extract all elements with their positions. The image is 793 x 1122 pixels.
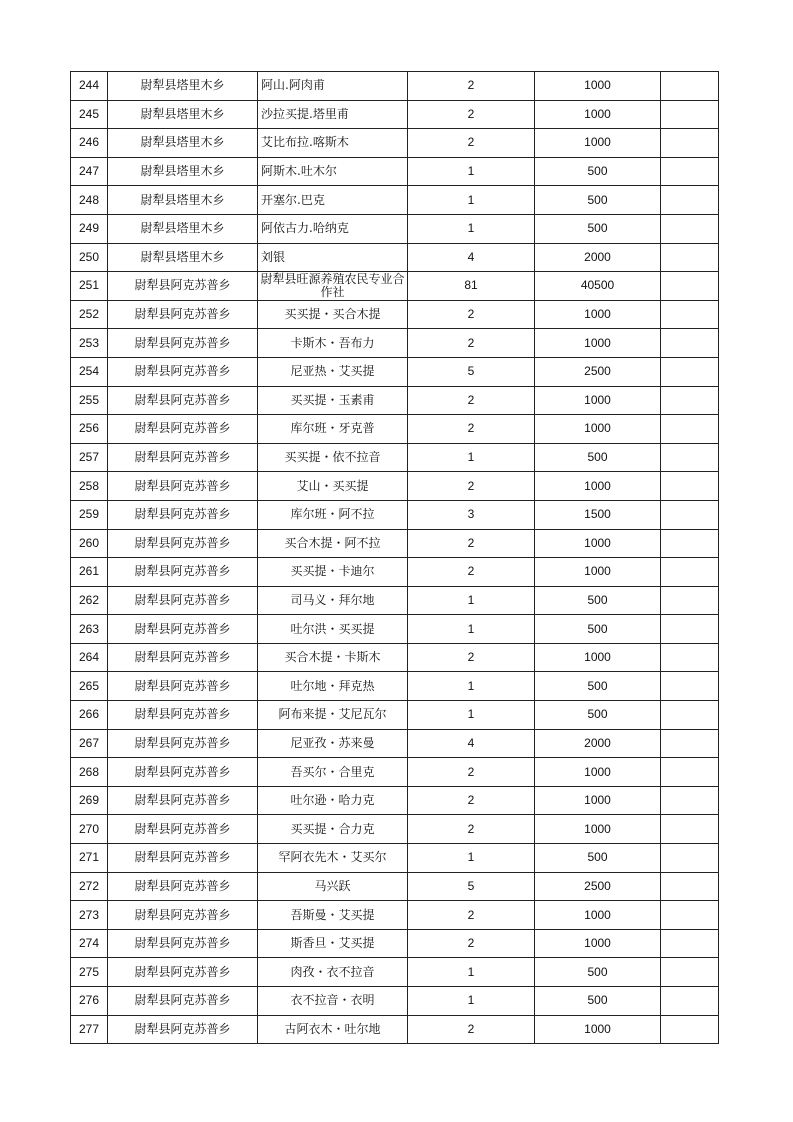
amount-cell: 2000 (535, 729, 661, 758)
amount-cell: 500 (535, 672, 661, 701)
row-number-cell: 248 (71, 186, 108, 215)
quantity-cell: 2 (408, 415, 535, 444)
remark-cell (661, 701, 719, 730)
amount-cell: 500 (535, 701, 661, 730)
row-number-cell: 246 (71, 129, 108, 158)
recipient-name-cell: 斯香旦・艾买提 (258, 929, 408, 958)
table-row (71, 615, 719, 644)
table-row (71, 729, 719, 758)
remark-cell (661, 615, 719, 644)
amount-cell: 2000 (535, 243, 661, 272)
table-row (71, 758, 719, 787)
row-number-cell: 274 (71, 929, 108, 958)
township-cell: 尉犁县阿克苏普乡 (108, 701, 258, 730)
row-number-cell: 247 (71, 157, 108, 186)
amount-cell: 500 (535, 958, 661, 987)
recipient-name-cell: 衣不拉音・衣明 (258, 987, 408, 1016)
township-cell: 尉犁县阿克苏普乡 (108, 901, 258, 930)
amount-cell: 1000 (535, 643, 661, 672)
township-cell: 尉犁县阿克苏普乡 (108, 500, 258, 529)
row-number-cell: 272 (71, 872, 108, 901)
row-number-cell: 273 (71, 901, 108, 930)
quantity-cell: 2 (408, 72, 535, 101)
table-row (71, 357, 719, 386)
recipient-name-cell: 尼亚孜・苏来曼 (258, 729, 408, 758)
recipient-name-cell: 刘银 (258, 243, 408, 272)
remark-cell (661, 529, 719, 558)
quantity-cell: 81 (408, 272, 535, 301)
township-cell: 尉犁县阿克苏普乡 (108, 329, 258, 358)
amount-cell: 1000 (535, 72, 661, 101)
amount-cell: 500 (535, 987, 661, 1016)
remark-cell (661, 758, 719, 787)
row-number-cell: 264 (71, 643, 108, 672)
recipient-name-cell: 吐尔逊・哈力克 (258, 786, 408, 815)
table-row (71, 243, 719, 272)
amount-cell: 2500 (535, 872, 661, 901)
row-number-cell: 252 (71, 300, 108, 329)
remark-cell (661, 729, 719, 758)
recipient-name-cell: 卡斯木・吾布力 (258, 329, 408, 358)
amount-cell: 1000 (535, 472, 661, 501)
recipient-name-cell: 古阿衣木・吐尔地 (258, 1015, 408, 1044)
quantity-cell: 2 (408, 472, 535, 501)
table-row (71, 529, 719, 558)
recipient-name-cell: 买买提・依不拉音 (258, 443, 408, 472)
row-number-cell: 260 (71, 529, 108, 558)
row-number-cell: 276 (71, 987, 108, 1016)
quantity-cell: 5 (408, 872, 535, 901)
remark-cell (661, 415, 719, 444)
township-cell: 尉犁县阿克苏普乡 (108, 672, 258, 701)
remark-cell (661, 500, 719, 529)
row-number-cell: 262 (71, 586, 108, 615)
remark-cell (661, 901, 719, 930)
quantity-cell: 2 (408, 929, 535, 958)
remark-cell (661, 558, 719, 587)
recipient-name-cell: 罕阿衣先木・艾买尔 (258, 844, 408, 873)
township-cell: 尉犁县阿克苏普乡 (108, 758, 258, 787)
quantity-cell: 3 (408, 500, 535, 529)
amount-cell: 1000 (535, 300, 661, 329)
township-cell: 尉犁县阿克苏普乡 (108, 958, 258, 987)
recipient-name-cell: 艾比布拉.喀斯木 (258, 129, 408, 158)
amount-cell: 1000 (535, 558, 661, 587)
table-row (71, 586, 719, 615)
remark-cell (661, 100, 719, 129)
remark-cell (661, 243, 719, 272)
table-row (71, 901, 719, 930)
recipient-name-cell: 阿山.阿肉甫 (258, 72, 408, 101)
amount-cell: 2500 (535, 357, 661, 386)
table-row (71, 186, 719, 215)
row-number-cell: 258 (71, 472, 108, 501)
row-number-cell: 249 (71, 214, 108, 243)
table-row (71, 443, 719, 472)
quantity-cell: 1 (408, 987, 535, 1016)
recipient-name-cell: 买合木提・阿不拉 (258, 529, 408, 558)
quantity-cell: 1 (408, 186, 535, 215)
remark-cell (661, 214, 719, 243)
amount-cell: 500 (535, 214, 661, 243)
table-row (71, 643, 719, 672)
township-cell: 尉犁县阿克苏普乡 (108, 844, 258, 873)
row-number-cell: 265 (71, 672, 108, 701)
quantity-cell: 2 (408, 100, 535, 129)
quantity-cell: 1 (408, 615, 535, 644)
remark-cell (661, 472, 719, 501)
row-number-cell: 267 (71, 729, 108, 758)
remark-cell (661, 386, 719, 415)
table-row (71, 844, 719, 873)
recipient-name-cell: 库尔班・牙克普 (258, 415, 408, 444)
township-cell: 尉犁县阿克苏普乡 (108, 443, 258, 472)
quantity-cell: 2 (408, 1015, 535, 1044)
table-row (71, 672, 719, 701)
recipient-name-cell: 买买提・合力克 (258, 815, 408, 844)
row-number-cell: 257 (71, 443, 108, 472)
quantity-cell: 1 (408, 157, 535, 186)
table-row (71, 500, 719, 529)
amount-cell: 1000 (535, 529, 661, 558)
remark-cell (661, 357, 719, 386)
amount-cell: 1000 (535, 415, 661, 444)
quantity-cell: 2 (408, 300, 535, 329)
recipient-name-cell: 买买提・玉素甫 (258, 386, 408, 415)
table-row (71, 701, 719, 730)
row-number-cell: 261 (71, 558, 108, 587)
recipient-name-cell: 买买提・买合木提 (258, 300, 408, 329)
quantity-cell: 4 (408, 243, 535, 272)
table-row (71, 929, 719, 958)
amount-cell: 1000 (535, 815, 661, 844)
table-row (71, 214, 719, 243)
row-number-cell: 275 (71, 958, 108, 987)
remark-cell (661, 186, 719, 215)
township-cell: 尉犁县阿克苏普乡 (108, 300, 258, 329)
table-row (71, 272, 719, 301)
recipient-name-cell: 肉孜・衣不拉音 (258, 958, 408, 987)
quantity-cell: 2 (408, 386, 535, 415)
remark-cell (661, 672, 719, 701)
table-row (71, 872, 719, 901)
township-cell: 尉犁县阿克苏普乡 (108, 1015, 258, 1044)
amount-cell: 1000 (535, 129, 661, 158)
quantity-cell: 2 (408, 815, 535, 844)
recipient-name-cell: 吐尔地・拜克热 (258, 672, 408, 701)
township-cell: 尉犁县阿克苏普乡 (108, 786, 258, 815)
quantity-cell: 4 (408, 729, 535, 758)
row-number-cell: 250 (71, 243, 108, 272)
township-cell: 尉犁县阿克苏普乡 (108, 929, 258, 958)
recipient-name-cell: 吾买尔・合里克 (258, 758, 408, 787)
township-cell: 尉犁县阿克苏普乡 (108, 643, 258, 672)
quantity-cell: 1 (408, 586, 535, 615)
amount-cell: 1000 (535, 901, 661, 930)
row-number-cell: 263 (71, 615, 108, 644)
amount-cell: 1000 (535, 758, 661, 787)
table-row (71, 72, 719, 101)
quantity-cell: 2 (408, 643, 535, 672)
amount-cell: 500 (535, 586, 661, 615)
quantity-cell: 1 (408, 443, 535, 472)
quantity-cell: 2 (408, 901, 535, 930)
recipient-name-cell: 阿依古力.哈纳克 (258, 214, 408, 243)
remark-cell (661, 586, 719, 615)
township-cell: 尉犁县塔里木乡 (108, 100, 258, 129)
table-body (71, 72, 719, 1044)
row-number-cell: 269 (71, 786, 108, 815)
recipient-name-cell: 沙拉买提.塔里甫 (258, 100, 408, 129)
township-cell: 尉犁县阿克苏普乡 (108, 615, 258, 644)
township-cell: 尉犁县阿克苏普乡 (108, 386, 258, 415)
quantity-cell: 1 (408, 672, 535, 701)
subsidy-table (70, 71, 719, 1044)
amount-cell: 1000 (535, 786, 661, 815)
remark-cell (661, 844, 719, 873)
quantity-cell: 2 (408, 529, 535, 558)
quantity-cell: 1 (408, 844, 535, 873)
remark-cell (661, 300, 719, 329)
remark-cell (661, 443, 719, 472)
recipient-name-cell: 阿斯木.吐木尔 (258, 157, 408, 186)
remark-cell (661, 157, 719, 186)
remark-cell (661, 987, 719, 1016)
quantity-cell: 2 (408, 758, 535, 787)
table-row (71, 386, 719, 415)
township-cell: 尉犁县阿克苏普乡 (108, 872, 258, 901)
table-row (71, 157, 719, 186)
amount-cell: 500 (535, 615, 661, 644)
recipient-name-cell: 尉犁县旺源养殖农民专业合作社 (258, 272, 408, 301)
remark-cell (661, 929, 719, 958)
township-cell: 尉犁县阿克苏普乡 (108, 815, 258, 844)
table-row (71, 472, 719, 501)
township-cell: 尉犁县阿克苏普乡 (108, 357, 258, 386)
recipient-name-cell: 阿布来提・艾尼瓦尔 (258, 701, 408, 730)
recipient-name-cell: 买买提・卡迪尔 (258, 558, 408, 587)
remark-cell (661, 72, 719, 101)
row-number-cell: 268 (71, 758, 108, 787)
township-cell: 尉犁县塔里木乡 (108, 186, 258, 215)
row-number-cell: 245 (71, 100, 108, 129)
table-row (71, 786, 719, 815)
table-row (71, 415, 719, 444)
amount-cell: 1500 (535, 500, 661, 529)
amount-cell: 40500 (535, 272, 661, 301)
row-number-cell: 255 (71, 386, 108, 415)
row-number-cell: 266 (71, 701, 108, 730)
table-row (71, 958, 719, 987)
recipient-name-cell: 艾山・买买提 (258, 472, 408, 501)
recipient-name-cell: 买合木提・卡斯木 (258, 643, 408, 672)
row-number-cell: 251 (71, 272, 108, 301)
township-cell: 尉犁县塔里木乡 (108, 243, 258, 272)
amount-cell: 500 (535, 844, 661, 873)
amount-cell: 500 (535, 186, 661, 215)
recipient-name-cell: 司马义・拜尔地 (258, 586, 408, 615)
township-cell: 尉犁县塔里木乡 (108, 129, 258, 158)
quantity-cell: 1 (408, 701, 535, 730)
quantity-cell: 1 (408, 214, 535, 243)
table-row (71, 1015, 719, 1044)
recipient-name-cell: 开塞尔.巴克 (258, 186, 408, 215)
township-cell: 尉犁县塔里木乡 (108, 72, 258, 101)
table-row (71, 300, 719, 329)
township-cell: 尉犁县塔里木乡 (108, 157, 258, 186)
quantity-cell: 1 (408, 958, 535, 987)
table-row (71, 129, 719, 158)
township-cell: 尉犁县阿克苏普乡 (108, 529, 258, 558)
amount-cell: 500 (535, 157, 661, 186)
township-cell: 尉犁县阿克苏普乡 (108, 472, 258, 501)
recipient-name-cell: 马兴跃 (258, 872, 408, 901)
remark-cell (661, 786, 719, 815)
quantity-cell: 2 (408, 786, 535, 815)
quantity-cell: 5 (408, 357, 535, 386)
row-number-cell: 270 (71, 815, 108, 844)
row-number-cell: 259 (71, 500, 108, 529)
row-number-cell: 244 (71, 72, 108, 101)
recipient-name-cell: 库尔班・阿不拉 (258, 500, 408, 529)
table-row (71, 815, 719, 844)
row-number-cell: 253 (71, 329, 108, 358)
row-number-cell: 254 (71, 357, 108, 386)
amount-cell: 1000 (535, 929, 661, 958)
amount-cell: 1000 (535, 386, 661, 415)
remark-cell (661, 1015, 719, 1044)
amount-cell: 500 (535, 443, 661, 472)
quantity-cell: 2 (408, 129, 535, 158)
township-cell: 尉犁县塔里木乡 (108, 214, 258, 243)
remark-cell (661, 815, 719, 844)
table-row (71, 100, 719, 129)
township-cell: 尉犁县阿克苏普乡 (108, 729, 258, 758)
township-cell: 尉犁县阿克苏普乡 (108, 987, 258, 1016)
township-cell: 尉犁县阿克苏普乡 (108, 558, 258, 587)
quantity-cell: 2 (408, 558, 535, 587)
remark-cell (661, 872, 719, 901)
recipient-name-cell: 吐尔洪・买买提 (258, 615, 408, 644)
remark-cell (661, 129, 719, 158)
amount-cell: 1000 (535, 100, 661, 129)
recipient-name-cell: 吾斯曼・艾买提 (258, 901, 408, 930)
remark-cell (661, 272, 719, 301)
table-row (71, 558, 719, 587)
remark-cell (661, 329, 719, 358)
amount-cell: 1000 (535, 1015, 661, 1044)
township-cell: 尉犁县阿克苏普乡 (108, 272, 258, 301)
table-row (71, 987, 719, 1016)
remark-cell (661, 958, 719, 987)
row-number-cell: 271 (71, 844, 108, 873)
quantity-cell: 2 (408, 329, 535, 358)
township-cell: 尉犁县阿克苏普乡 (108, 586, 258, 615)
remark-cell (661, 643, 719, 672)
table-row (71, 329, 719, 358)
row-number-cell: 277 (71, 1015, 108, 1044)
township-cell: 尉犁县阿克苏普乡 (108, 415, 258, 444)
amount-cell: 1000 (535, 329, 661, 358)
row-number-cell: 256 (71, 415, 108, 444)
recipient-name-cell: 尼亚热・艾买提 (258, 357, 408, 386)
